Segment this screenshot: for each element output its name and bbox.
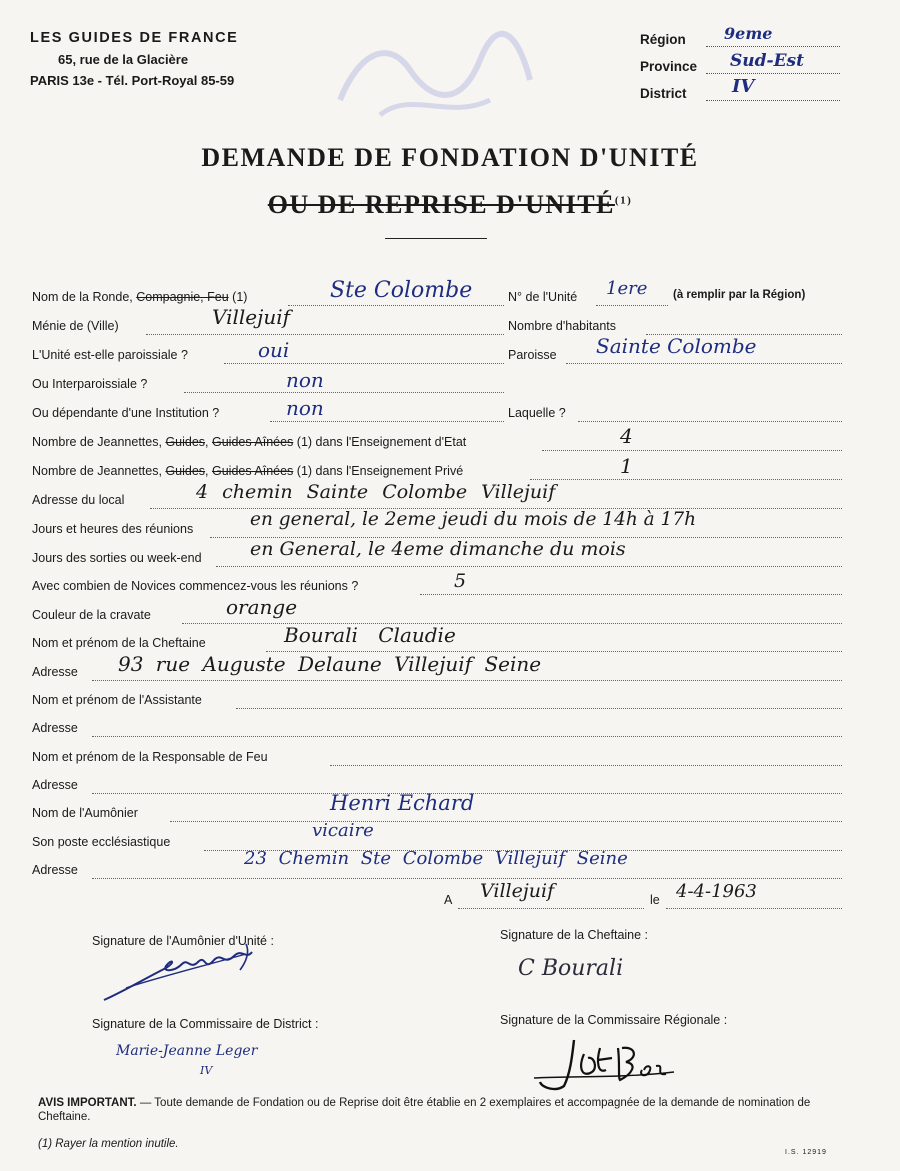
district-value: IV <box>732 76 755 97</box>
aumonier-adresse-value: 23 Chemin Ste Colombe Villejuif Seine <box>244 848 628 869</box>
org-name: LES GUIDES DE FRANCE <box>30 30 239 46</box>
avis-text: — Toute demande de Fondation ou de Reprise doit être établie en 2 exemplaires et accompagnée de la demande de nomination de Cheftaine. <box>38 1097 811 1123</box>
responsable-adresse-label: Adresse <box>32 778 78 792</box>
region-block <box>640 24 840 111</box>
district-label: District <box>640 86 687 101</box>
date-label: le <box>650 893 660 907</box>
paroissiale-value: oui <box>258 338 290 362</box>
prive-value: 1 <box>620 454 633 478</box>
sig-district-label: Signature de la Commissaire de District : <box>92 1017 319 1031</box>
subtitle-struck: OU DE REPRISE D'UNITÉ <box>267 190 615 219</box>
local-value: 4 chemin Sainte Colombe Villejuif <box>196 481 556 503</box>
unite-value: 1ere <box>606 278 648 299</box>
prive-label: Nombre de Jeannettes, Guides, Guides Aînées (1) dans l'Enseignement Privé <box>32 464 464 478</box>
interparoissiale-value: non <box>286 368 324 392</box>
poste-label: Son poste ecclésiastique <box>32 835 171 849</box>
cheftaine-value: Bourali Claudie <box>284 623 456 647</box>
habitants-label: Nombre d'habitants <box>508 319 617 333</box>
aumonier-label: Nom de l'Aumônier <box>32 806 138 820</box>
menie-label: Ménie de (Ville) <box>32 319 119 333</box>
province-value: Sud-Est <box>730 51 804 71</box>
ronde-value: Ste Colombe <box>330 278 473 303</box>
aumonier-value: Henri Echard <box>330 791 475 815</box>
institution-label: Ou dépendante d'une Institution ? <box>32 406 220 420</box>
region-value: 9eme <box>724 24 773 43</box>
regionale-signature-icon <box>534 1034 684 1094</box>
laquelle-label: Laquelle ? <box>508 406 566 420</box>
novices-value: 5 <box>454 570 467 592</box>
province-label: Province <box>640 59 698 74</box>
form-subtitle <box>0 190 900 220</box>
unite-note: (à remplir par la Région) <box>673 289 806 301</box>
interparoissiale-label: Ou Interparoissiale ? <box>32 377 148 391</box>
date-value: 4-4-1963 <box>676 881 757 902</box>
local-label: Adresse du local <box>32 493 125 507</box>
paroisse-value: Sainte Colombe <box>596 334 757 358</box>
org-phone: PARIS 13e - Tél. Port-Royal 85-59 <box>30 73 235 88</box>
aumonier-signature-icon <box>96 938 266 1008</box>
paroissiale-label: L'Unité est-elle paroissiale ? <box>32 348 188 362</box>
sorties-label: Jours des sorties ou week-end <box>32 551 202 565</box>
avis-title: AVIS IMPORTANT. <box>38 1097 137 1109</box>
etat-label: Nombre de Jeannettes, Guides, Guides Aînées (1) dans l'Enseignement d'Etat <box>32 435 467 449</box>
lieu-label: A <box>444 893 453 907</box>
responsable-label: Nom et prénom de la Responsable de Feu <box>32 750 268 764</box>
poste-value: vicaire <box>312 820 374 841</box>
form-title: DEMANDE DE FONDATION D'UNITÉ <box>201 143 699 172</box>
footnote: (1) Rayer la mention inutile. <box>38 1138 179 1150</box>
assistante-label: Nom et prénom de l'Assistante <box>32 693 202 707</box>
etat-value: 4 <box>620 424 633 448</box>
cheftaine-signature: C Bourali <box>518 956 624 981</box>
cravate-value: orange <box>226 595 298 619</box>
reunions-value: en general, le 2eme jeudi du mois de 14h à 17h <box>250 509 697 530</box>
cheftaine-label: Nom et prénom de la Cheftaine <box>32 636 206 650</box>
menie-value: Villejuif <box>212 305 290 329</box>
institution-value: non <box>286 396 324 420</box>
aumonier-adresse-label: Adresse <box>32 863 78 877</box>
paroisse-label: Paroisse <box>508 348 557 362</box>
sig-regionale-label: Signature de la Commissaire Régionale : <box>500 1013 728 1027</box>
sorties-value: en General, le 4eme dimanche du mois <box>250 538 626 560</box>
region-label: Région <box>640 32 686 47</box>
cravate-label: Couleur de la cravate <box>32 608 151 622</box>
cheftaine-adresse-value: 93 rue Auguste Delaune Villejuif Seine <box>118 652 542 676</box>
lieu-value: Villejuif <box>480 880 555 902</box>
district-signature-iv: IV <box>200 1064 213 1077</box>
org-address: 65, rue de la Glacière <box>58 52 189 67</box>
faded-stamp-mark <box>320 20 540 130</box>
important-notice <box>38 1096 858 1124</box>
cheftaine-adresse-label: Adresse <box>32 665 78 679</box>
reunions-label: Jours et heures des réunions <box>32 522 194 536</box>
sig-aumonier-label: Signature de l'Aumônier d'Unité : <box>92 934 274 948</box>
novices-label: Avec combien de Novices commencez-vous les réunions ? <box>32 579 359 593</box>
org-header <box>30 30 238 88</box>
district-signature: Marie-Jeanne Leger <box>116 1043 258 1059</box>
unite-label: N° de l'Unité <box>508 290 578 304</box>
sig-cheftaine-label: Signature de la Cheftaine : <box>500 928 649 942</box>
ronde-label: Nom de la Ronde, Compagnie, Feu (1) <box>32 290 248 304</box>
title-rule <box>385 238 487 239</box>
assistante-adresse-label: Adresse <box>32 721 78 735</box>
subtitle-note: (1) <box>614 194 633 207</box>
form-reference: I.S. 12919 <box>785 1149 827 1156</box>
